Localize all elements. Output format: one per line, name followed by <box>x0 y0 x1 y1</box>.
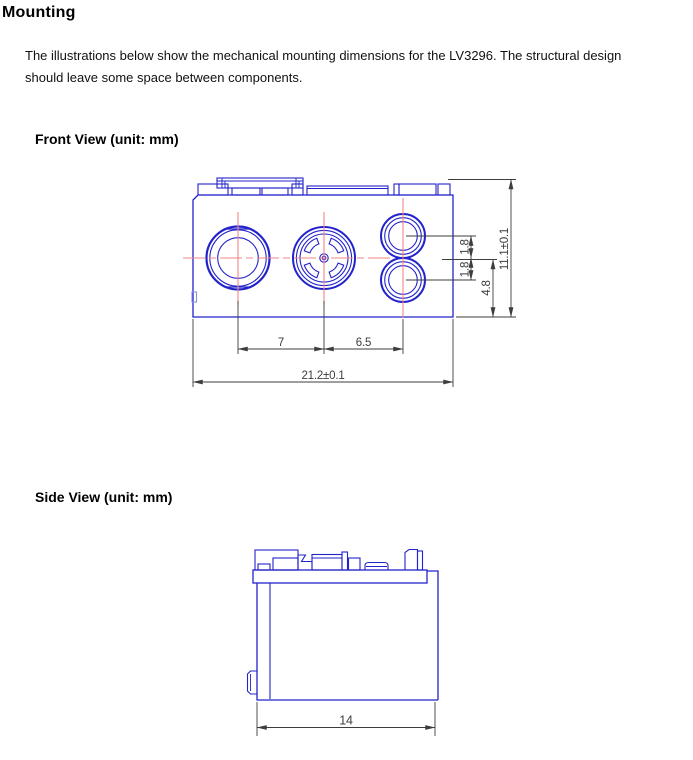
side-view-drawing <box>235 542 470 757</box>
side-view-heading: Side View (unit: mm) <box>35 489 173 505</box>
intro-line-1: The illustrations below show the mechanical mounting dimensions for the LV3296. The structural design <box>25 48 622 63</box>
dim-label-led-offset-upper: 1.8 <box>459 239 472 255</box>
dim-label-overall-width: 21.2±0.1 <box>301 370 345 382</box>
front-dimension-lines <box>193 180 516 388</box>
front-view-drawing <box>180 168 525 398</box>
side-dimension-lines <box>257 702 435 736</box>
dim-label-depth: 14 <box>339 713 353 728</box>
scanner-body-outline <box>192 178 453 317</box>
dim-label-hole-spacing-left: 7 <box>277 337 285 349</box>
dim-label-led-offset-lower: 1.8 <box>459 261 472 278</box>
page-title: Mounting <box>2 4 76 21</box>
dim-label-hole-spacing-right: 6.5 <box>355 337 372 349</box>
dim-label-overall-height: 11.1±0.1 <box>499 227 511 271</box>
intro-paragraph <box>25 45 685 88</box>
side-body-outline <box>248 550 439 701</box>
intro-line-2: should leave some space between components. <box>25 69 303 85</box>
front-view-heading: Front View (unit: mm) <box>35 131 179 147</box>
dim-label-center-to-bottom: 4.8 <box>481 280 493 296</box>
